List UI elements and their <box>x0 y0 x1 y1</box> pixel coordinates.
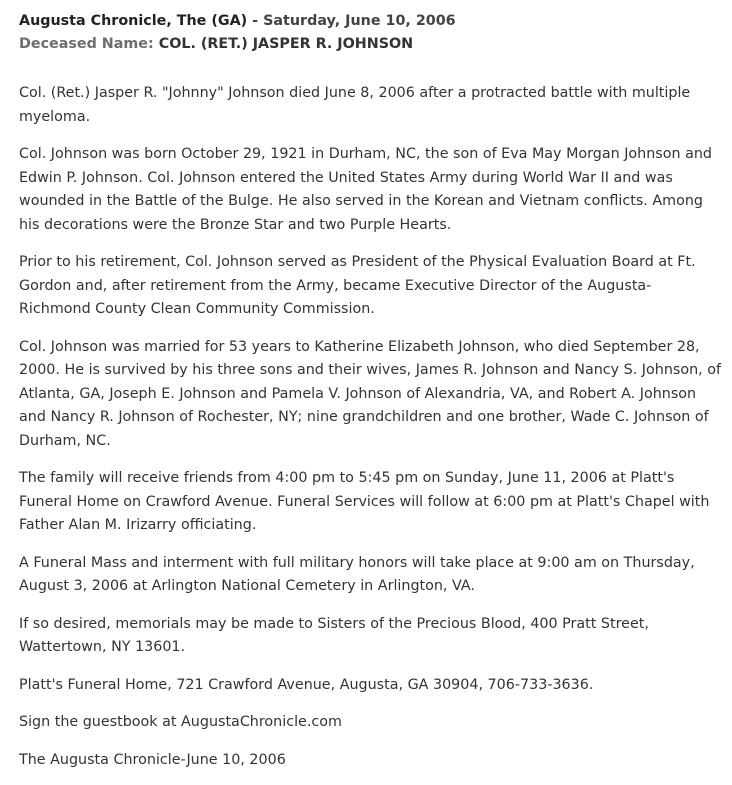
source-separator: - <box>247 13 264 29</box>
source-name: Augusta Chronicle, The (GA) <box>19 13 248 29</box>
paragraph-guestbook: Sign the guestbook at AugustaChronicle.com <box>19 714 342 730</box>
paragraph-career: Prior to his retirement, Col. Johnson served as President of the Physical Evaluation Board at Ft. Gordon and, after retirement from the Army, became Executive Director of the Augusta-Richmond County Clean Community Commission. <box>19 254 696 317</box>
paragraph-memorials: If so desired, memorials may be made to Sisters of the Precious Blood, 400 Pratt Street, Wattertown, NY 13601. <box>19 615 649 655</box>
paragraph-source-credit: The Augusta Chronicle-June 10, 2006 <box>19 751 286 768</box>
paragraph-visitation: The family will receive friends from 4:00 pm to 5:45 pm on Sunday, June 11, 2006 at Platt's Funeral Home on Crawford Avenue. Funeral Services will follow at 6:00 pm at Platt's Chapel with Father Alan M. Irizarry officiating. <box>19 470 710 533</box>
deceased-line <box>19 33 720 56</box>
paragraph-family: Col. Johnson was married for 53 years to Katherine Elizabeth Johnson, who died September 28, 2000. He is survived by his three sons and their wives, James R. Johnson and Nancy S. Johnson, of Atlanta, GA, Joseph E. Johnson and Pamela V. Johnson of Alexandria, VA, and Robert A. Johnson and Nancy R. Johnson of Rochester, NY; nine grandchildren and one brother, Wade C. Johnson of Durham, NC. <box>19 338 722 449</box>
deceased-label: Deceased Name: <box>19 36 154 52</box>
paragraph-funeral-home: Platt's Funeral Home, 721 Crawford Avenue, Augusta, GA 30904, 706-733-3636. <box>19 676 594 693</box>
paragraph-biography: Col. Johnson was born October 29, 1921 in Durham, NC, the son of Eva May Morgan Johnson and Edwin P. Johnson. Col. Johnson entered the United States Army during World War II and was wounded in the Battle of the Bulge. He also served in the Korean and Vietnam conflicts. Among his decorations were the Bronze Star and two Purple Hearts. <box>19 146 713 233</box>
obituary-body <box>19 82 720 772</box>
paragraph-funeral-mass: A Funeral Mass and interment with full military honors will take place at 9:00 am on Thursday, August 3, 2006 at Arlington National Cemetery in Arlington, VA. <box>19 554 695 594</box>
deceased-name: COL. (RET.) JASPER R. JOHNSON <box>158 36 414 52</box>
paragraph-death-notice: Col. (Ret.) Jasper R. "Johnny" Johnson died June 8, 2006 after a protracted battle with multiple myeloma. <box>19 85 691 125</box>
obituary-header <box>19 10 720 56</box>
publication-date: Saturday, June 10, 2006 <box>263 13 456 29</box>
source-line <box>19 10 720 33</box>
